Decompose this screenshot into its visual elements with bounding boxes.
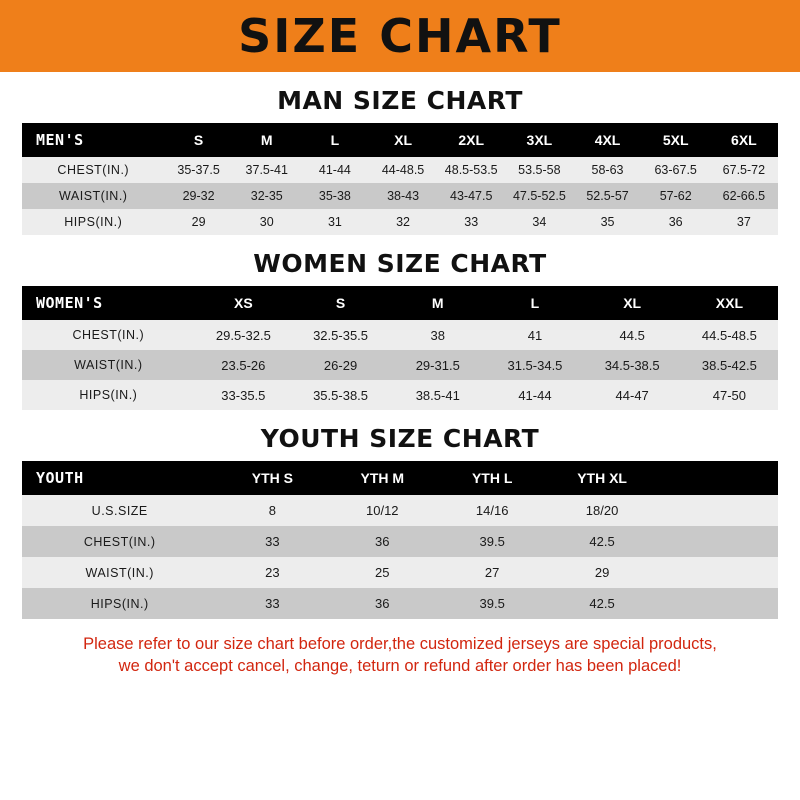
youth-r0-c4: 18/20 [547, 495, 657, 526]
man-r1-c9: 62-66.5 [710, 183, 778, 209]
women-r0-c0: CHEST(IN.) [22, 320, 195, 350]
women-r1-c0: WAIST(IN.) [22, 350, 195, 380]
man-table-head [22, 123, 778, 157]
women-table-body [22, 320, 778, 410]
table-row [22, 588, 778, 619]
man-r0-c5: 48.5-53.5 [437, 157, 505, 183]
women-r1-c6: 38.5-42.5 [681, 350, 778, 380]
youth-size-table [22, 461, 778, 619]
youth-r0-c2: 10/12 [327, 495, 437, 526]
man-r1-c1: 29-32 [165, 183, 233, 209]
man-r0-c1: 35-37.5 [165, 157, 233, 183]
man-size-table [22, 123, 778, 235]
women-header-cell-3: M [389, 286, 486, 320]
youth-r1-c3: 39.5 [437, 526, 547, 557]
women-header-cell-5: XL [584, 286, 681, 320]
women-r1-c3: 29-31.5 [389, 350, 486, 380]
youth-r2-spacer [657, 557, 778, 588]
man-header-cell-5: 2XL [437, 123, 505, 157]
women-header-cell-1: XS [195, 286, 292, 320]
youth-table-head [22, 461, 778, 495]
youth-r1-spacer [657, 526, 778, 557]
youth-header-cell-0: YOUTH [22, 461, 217, 495]
youth-section-title: YOUTH SIZE CHART [260, 424, 540, 453]
table-header-row [22, 123, 778, 157]
man-header-cell-0: MEN'S [22, 123, 165, 157]
table-row [22, 183, 778, 209]
chart-content [0, 86, 800, 678]
table-row [22, 320, 778, 350]
women-header-cell-2: S [292, 286, 389, 320]
man-header-cell-9: 6XL [710, 123, 778, 157]
women-r0-c3: 38 [389, 320, 486, 350]
man-r0-c2: 37.5-41 [233, 157, 301, 183]
youth-table-body [22, 495, 778, 619]
youth-r1-c1: 33 [217, 526, 327, 557]
man-header-cell-8: 5XL [642, 123, 710, 157]
man-r2-c5: 33 [437, 209, 505, 235]
youth-header-cell-3: YTH L [437, 461, 547, 495]
women-r0-c6: 44.5-48.5 [681, 320, 778, 350]
man-r1-c6: 47.5-52.5 [505, 183, 573, 209]
youth-r3-c4: 42.5 [547, 588, 657, 619]
youth-r0-c3: 14/16 [437, 495, 547, 526]
youth-header-cell-1: YTH S [217, 461, 327, 495]
women-r2-c0: HIPS(IN.) [22, 380, 195, 410]
man-section-title: MAN SIZE CHART [277, 86, 523, 115]
women-r2-c3: 38.5-41 [389, 380, 486, 410]
women-r1-c5: 34.5-38.5 [584, 350, 681, 380]
man-r0-c8: 63-67.5 [642, 157, 710, 183]
man-header-cell-1: S [165, 123, 233, 157]
youth-r1-c0: CHEST(IN.) [22, 526, 217, 557]
youth-r3-c0: HIPS(IN.) [22, 588, 217, 619]
man-header-cell-3: L [301, 123, 369, 157]
table-row [22, 557, 778, 588]
table-row [22, 526, 778, 557]
youth-header-spacer [657, 461, 778, 495]
man-r2-c0: HIPS(IN.) [22, 209, 165, 235]
youth-r2-c3: 27 [437, 557, 547, 588]
table-row [22, 209, 778, 235]
women-r0-c4: 41 [486, 320, 583, 350]
women-r0-c5: 44.5 [584, 320, 681, 350]
women-r1-c4: 31.5-34.5 [486, 350, 583, 380]
youth-r2-c1: 23 [217, 557, 327, 588]
women-section-title: WOMEN SIZE CHART [253, 249, 547, 278]
youth-r3-c2: 36 [327, 588, 437, 619]
man-r1-c5: 43-47.5 [437, 183, 505, 209]
man-r2-c7: 35 [573, 209, 641, 235]
youth-r2-c4: 29 [547, 557, 657, 588]
man-r1-c7: 52.5-57 [573, 183, 641, 209]
women-r2-c6: 47-50 [681, 380, 778, 410]
women-size-table [22, 286, 778, 410]
man-header-cell-4: XL [369, 123, 437, 157]
youth-r0-spacer [657, 495, 778, 526]
youth-r1-c2: 36 [327, 526, 437, 557]
women-r2-c2: 35.5-38.5 [292, 380, 389, 410]
header-banner [0, 0, 800, 72]
women-r2-c4: 41-44 [486, 380, 583, 410]
table-row [22, 495, 778, 526]
man-r0-c0: CHEST(IN.) [22, 157, 165, 183]
table-row [22, 157, 778, 183]
man-r0-c4: 44-48.5 [369, 157, 437, 183]
man-header-cell-6: 3XL [505, 123, 573, 157]
youth-r3-c3: 39.5 [437, 588, 547, 619]
man-r2-c3: 31 [301, 209, 369, 235]
man-r0-c9: 67.5-72 [710, 157, 778, 183]
youth-header-cell-2: YTH M [327, 461, 437, 495]
youth-r0-c1: 8 [217, 495, 327, 526]
youth-r1-c4: 42.5 [547, 526, 657, 557]
table-row [22, 380, 778, 410]
women-header-cell-6: XXL [681, 286, 778, 320]
table-row [22, 350, 778, 380]
man-r2-c2: 30 [233, 209, 301, 235]
women-r2-c5: 44-47 [584, 380, 681, 410]
man-r1-c8: 57-62 [642, 183, 710, 209]
women-header-cell-0: WOMEN'S [22, 286, 195, 320]
man-r1-c4: 38-43 [369, 183, 437, 209]
man-table-body [22, 157, 778, 235]
man-header-cell-7: 4XL [573, 123, 641, 157]
man-r1-c3: 35-38 [301, 183, 369, 209]
page-title: SIZE CHART [238, 9, 562, 63]
man-r1-c2: 32-35 [233, 183, 301, 209]
man-r2-c6: 34 [505, 209, 573, 235]
footer-note [22, 633, 778, 678]
youth-r2-c0: WAIST(IN.) [22, 557, 217, 588]
women-r0-c1: 29.5-32.5 [195, 320, 292, 350]
man-r2-c1: 29 [165, 209, 233, 235]
man-header-cell-2: M [233, 123, 301, 157]
table-header-row [22, 286, 778, 320]
man-r0-c3: 41-44 [301, 157, 369, 183]
man-r0-c6: 53.5-58 [505, 157, 573, 183]
women-header-cell-4: L [486, 286, 583, 320]
women-r1-c1: 23.5-26 [195, 350, 292, 380]
footer-note-line-1: Please refer to our size chart before order,the customized jerseys are special products, [83, 635, 717, 653]
man-r1-c0: WAIST(IN.) [22, 183, 165, 209]
youth-r3-c1: 33 [217, 588, 327, 619]
women-r0-c2: 32.5-35.5 [292, 320, 389, 350]
footer-note-line-2: we don't accept cancel, change, teturn or refund after order has been placed! [118, 657, 682, 676]
man-r2-c4: 32 [369, 209, 437, 235]
man-r0-c7: 58-63 [573, 157, 641, 183]
youth-r2-c2: 25 [327, 557, 437, 588]
man-r2-c9: 37 [710, 209, 778, 235]
youth-header-cell-4: YTH XL [547, 461, 657, 495]
youth-r0-c0: U.S.SIZE [22, 495, 217, 526]
women-r2-c1: 33-35.5 [195, 380, 292, 410]
man-r2-c8: 36 [642, 209, 710, 235]
table-header-row [22, 461, 778, 495]
women-table-head [22, 286, 778, 320]
youth-r3-spacer [657, 588, 778, 619]
women-r1-c2: 26-29 [292, 350, 389, 380]
